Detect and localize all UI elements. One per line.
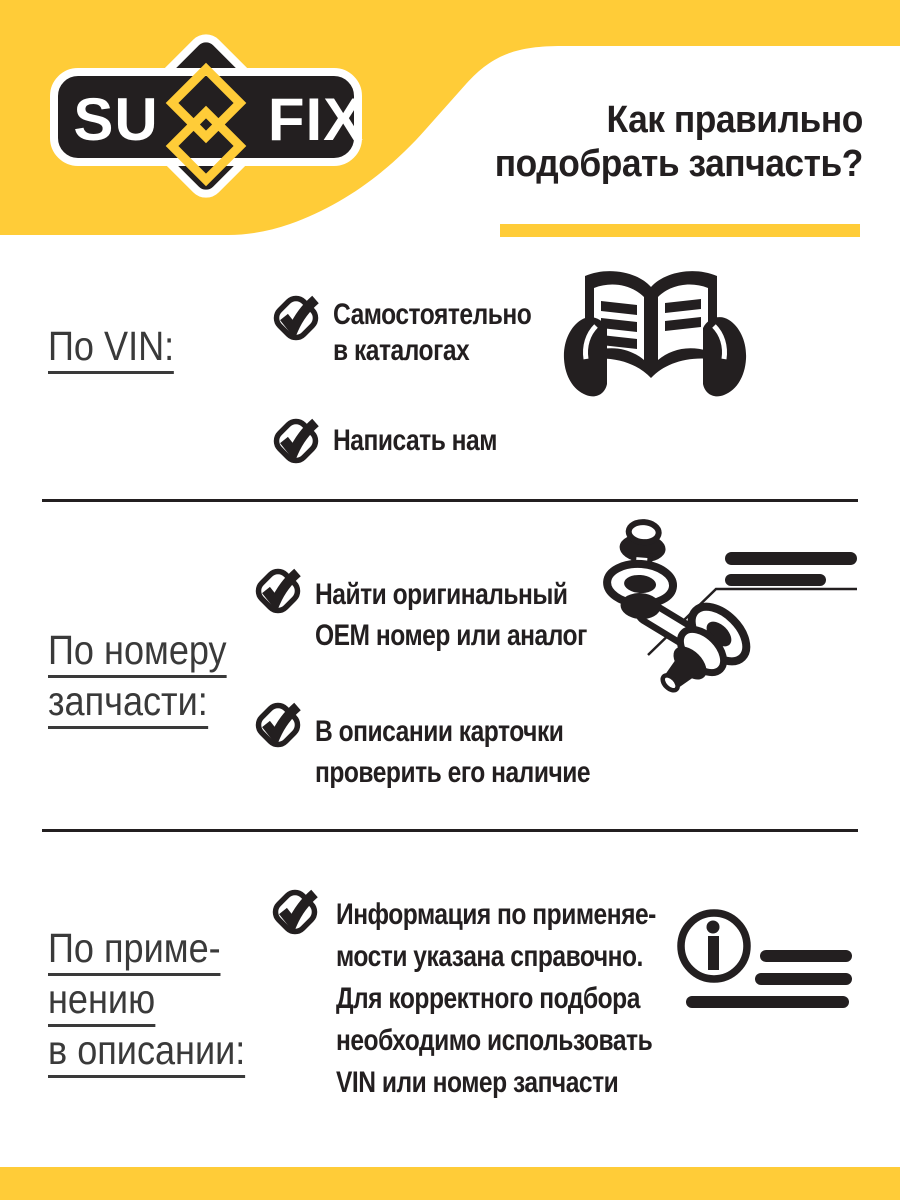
item-line: Информация по применяе- (336, 898, 656, 931)
check-icon (265, 880, 327, 942)
check-icon (248, 693, 310, 755)
logo-text-su: SU (73, 86, 159, 153)
item-line: мости указана справочно. (336, 940, 643, 973)
heading-line: По VIN: (48, 326, 174, 374)
item-line: Написать нам (333, 424, 497, 457)
heading-line: в описании: (48, 1030, 245, 1078)
info-lines-icon (670, 903, 865, 1015)
check-item-text (333, 423, 497, 459)
stabilizer-link-icon (588, 515, 880, 720)
check-icon (266, 286, 328, 348)
check-item-text (315, 711, 590, 793)
footer-band (0, 1167, 900, 1200)
section-heading-by-vin (48, 323, 175, 377)
sufix-logo (40, 22, 372, 234)
heading-line: По приме- (48, 928, 221, 976)
section-heading-by-part-number (48, 627, 227, 732)
page-title (495, 98, 863, 186)
check-item-text (336, 894, 656, 1104)
item-line: Самостоятельно (333, 298, 532, 331)
check-icon (248, 559, 310, 621)
check-item-text (315, 574, 587, 656)
item-line: VIN или номер запчасти (336, 1066, 619, 1099)
book-in-hands-icon (560, 266, 750, 400)
title-underline-bar (500, 224, 860, 237)
item-line: OEM номер или аналог (315, 619, 587, 652)
heading-line: запчасти: (48, 681, 208, 729)
check-item-text (333, 297, 531, 369)
item-line: в каталогах (333, 334, 470, 367)
item-line: Для корректного подбора (336, 982, 640, 1015)
item-line: проверить его наличие (315, 756, 591, 789)
logo-text-fix: FIX (267, 86, 365, 153)
item-line: Найти оригинальный (315, 578, 568, 611)
section-divider (42, 829, 858, 832)
item-line: В описании карточки (315, 715, 564, 748)
page-title-line1: Как правильно (606, 99, 863, 141)
check-icon (266, 409, 328, 471)
heading-line: нению (48, 979, 155, 1027)
page-title-line2: подобрать запчасть? (494, 143, 863, 185)
section-heading-by-application (48, 925, 246, 1081)
heading-line: По номеру (48, 630, 227, 678)
section-divider (42, 499, 858, 502)
item-line: необходимо использовать (336, 1024, 653, 1057)
